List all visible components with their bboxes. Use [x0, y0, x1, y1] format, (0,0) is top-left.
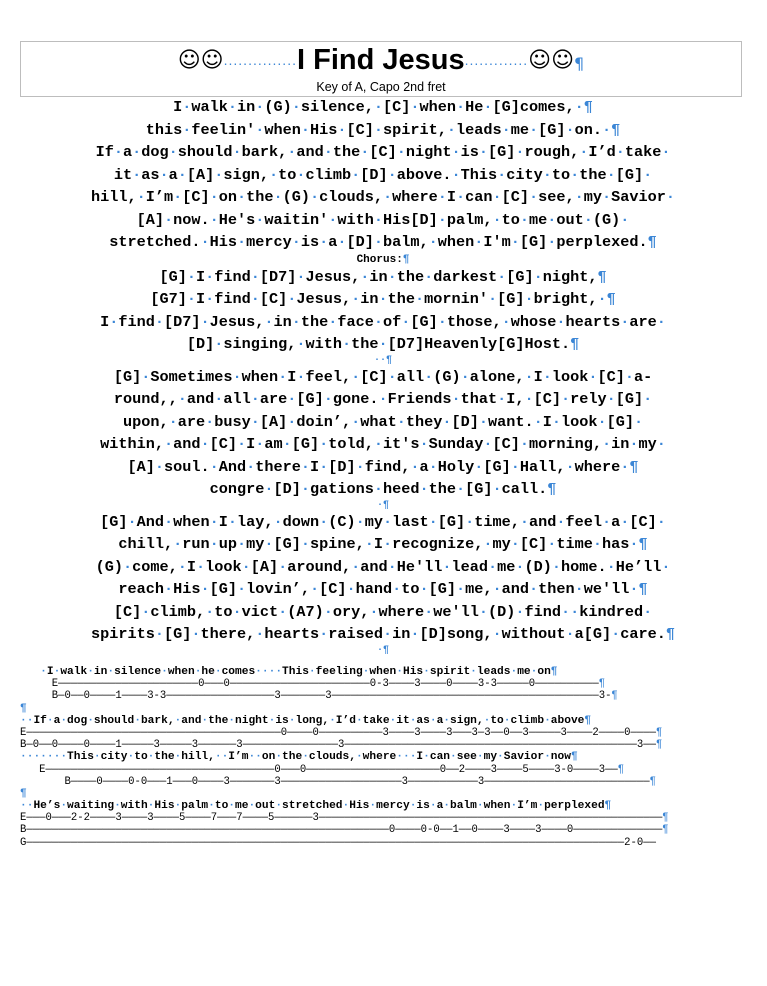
lyric-line: reach·His·[G]·lovin’,·[C]·hand·to·[G]·me,·and·then·we'll·¶ — [118, 580, 648, 598]
lyric-line: I·walk·in·(G)·silence,·[C]·when·He·[G]comes,·¶ — [173, 98, 593, 116]
smiley-left-icon: ☺☺ — [177, 48, 224, 73]
pilcrow-mark: ¶ — [574, 54, 585, 73]
lyric-line: [G]·And·when·I·lay,·down·(C)·my·last·[G]·time,·and·feel·a·[C]· — [100, 512, 666, 531]
tab-lyric-line: ·······This·city·to·the·hill,··I’m··on·the·clouds,·where···I·can·see·my·Savior·now¶ — [20, 751, 578, 764]
tab-string-line: B—————————————————————————————————————————————————————————0————0-0——1——0————3————3————0——————————————¶ — [20, 824, 669, 837]
lyric-line: it·as·a·[A]·sign,·to·climb·[D]·above.·This·city·to·the·[G]· — [113, 165, 653, 184]
lyric-line: (G)·come,·I·look·[A]·around,·and·He'll·lead·me·(D)·home.·He’ll· — [95, 557, 671, 576]
tab-string-line: E————————————————————————————————————0———0—————————————————————0——2————3————5————3-0————3——¶ — [39, 763, 625, 776]
lyric-line: stretched.·His·mercy·is·a·[D]·balm,·when·I'm·[G]·perplexed.¶ — [109, 233, 657, 251]
lyric-line: [G]·Sometimes·when·I·feel,·[C]·all·(G)·alone,·I·look·[C]·a- — [113, 367, 653, 386]
tablature-block — [20, 666, 740, 849]
lyric-line: within,·and·[C]·I·am·[G]·told,·it's·Sunday·[C]·morning,·in·my· — [100, 435, 666, 453]
title-line — [21, 44, 741, 77]
lyric-line: this·feelin'·when·His·[C]·spirit,·leads·me·[G]·on.·¶ — [145, 120, 621, 139]
tab-string-line: B—0——0————0————1—————3—————3——————3———————————————3——————————————————————————————————————————————3——¶ — [20, 739, 663, 752]
tab-string-line: B————0————0-0———1———0————3———————3———————————————————3———————————3——————————————————————————¶ — [64, 775, 656, 788]
paragraph-mark: ·¶ — [376, 644, 390, 656]
lyric-line: I·find·[D7]·Jesus,·in·the·face·of·[G]·those,·whose·hearts·are· — [100, 312, 666, 331]
lyric-line: [G7]·I·find·[C]·Jesus,·in·the·mornin'·[G]·bright,·¶ — [150, 290, 616, 308]
title-box — [20, 41, 742, 97]
dot-leader-right: ............. — [464, 52, 529, 68]
lyric-line: spirits·[G]·there,·hearts·raised·in·[D]song,·without·a[G]·care.¶ — [91, 625, 675, 643]
tab-string-line: G——————————————————————————————————————————————————————————————————————————————————————————————2-0—— — [20, 836, 656, 849]
dot-leader-left: ............... — [223, 52, 297, 68]
lyric-line: [C]·climb,·to·vict·(A7)·ory,·where·we'll·(D)·find··kindred· — [113, 602, 653, 621]
lyric-line: upon,·are·busy·[A]·doin’,·what·they·[D]·want.·I·look·[G]· — [122, 412, 644, 431]
lyric-line: congre·[D]·gations·heed·the·[G]·call.¶ — [209, 480, 557, 498]
paragraph-mark: ·¶ — [376, 499, 390, 511]
tab-lyric-line: ··He’s·waiting·with·His·palm·to·me·out·stretched·His·mercy·is·a·balm·when·I’m·perplexed¶ — [20, 800, 612, 813]
lyrics-block — [14, 96, 752, 656]
lyric-line: [D]·singing,·with·the·[D7]Heavenly[G]Host.¶ — [186, 335, 580, 353]
lyric-line: [G]·I·find·[D7]·Jesus,·in·the·darkest·[G]·night,¶ — [159, 267, 607, 286]
lyric-line: [A]·soul.·And·there·I·[D]·find,·a·Holy·[G]·Hall,·where·¶ — [127, 457, 639, 476]
smiley-right-icon: ☺☺ — [528, 48, 575, 73]
tab-string-line: E———0———2-2————3————3————5————7———7————5——————3——————————————————————————————————————————————————————¶ — [20, 812, 669, 825]
lyric-line: If·a·dog·should·bark,·and·the·[C]·night·is·[G]·rough,·I’d·take· — [95, 143, 671, 161]
song-subtitle: Key of A, Capo 2nd fret — [316, 80, 446, 94]
paragraph-mark: ··¶ — [373, 354, 393, 366]
chorus-heading: Chorus:¶ — [356, 253, 410, 266]
tab-string-line: E————————————————————————————————————————0————0——————————3————3————3———3—3——0——3—————3————2————0————¶ — [20, 726, 663, 739]
lyric-line: [A]·now.·He's·waitin'·with·His[D]·palm,·to·me·out·(G)· — [136, 210, 630, 229]
tab-string-line: E——————————————————————0———0——————————————————————0-3————3————0————3-3—————0——————————¶ — [51, 678, 606, 691]
tab-lyric-line: ··If·a·dog·should·bark,·and·the·night·is·long,·I’d·take·it·as·a·sign,·to·climb·above¶ — [20, 714, 592, 727]
lyric-line: hill,·I’m·[C]·on·the·(G)·clouds,·where·I·can·[C]·see,·my·Savior· — [91, 188, 675, 206]
lyric-line: round,,·and·all·are·[G]·gone.·Friends·that·I,·[C]·rely·[G]· — [113, 390, 653, 408]
tab-lyric-line: ·I·walk·in·silence·when·he·comes····This·feeling·when·His·spirit·leads·me·on¶ — [40, 666, 558, 678]
paragraph-mark: ¶ — [20, 787, 27, 800]
song-title: I Find Jesus — [296, 44, 465, 76]
lyric-line: chill,·run·up·my·[G]·spine,·I·recognize,·my·[C]·time·has·¶ — [118, 535, 648, 553]
paragraph-mark: ¶ — [20, 702, 27, 715]
tab-string-line: B—0——0————1————3-3—————————————————3———————3——————————————————————————————————————————3-¶ — [51, 690, 618, 703]
